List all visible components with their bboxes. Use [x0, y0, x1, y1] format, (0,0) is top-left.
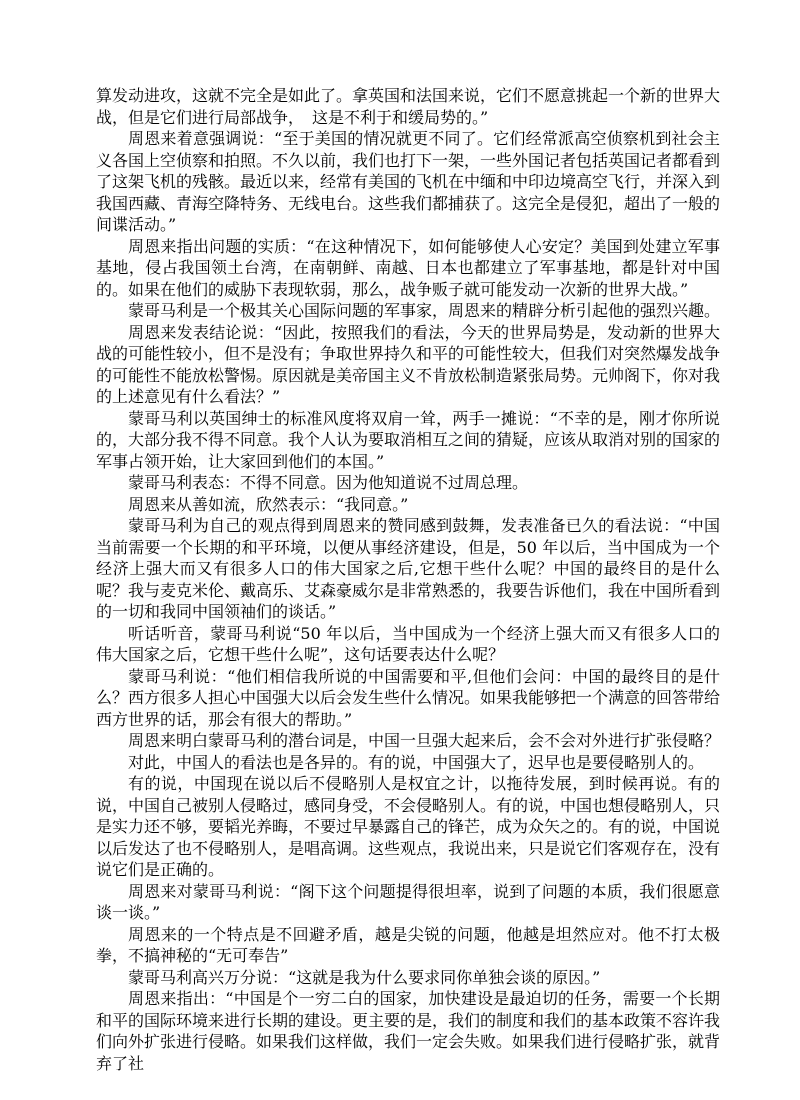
paragraph-7: 蒙哥马利表态：不得不同意。因为他知道说不过周总理。 [128, 473, 529, 492]
paragraph-1: 算发动进攻，这就不完全是如此了。拿英国和法国来说，它们不愿意挑起一个新的世界大战，但是它们进行局部战争， 这是不利于和缓局势的。” [96, 86, 721, 127]
paragraph-6: 蒙哥马利以英国绅士的标准风度将双肩一耸，两手一摊说：“不幸的是，刚才你所说的，大部分我不得不同意。我个人认为要取消相互之间的猜疑，应该从取消对别的国家的军事占领开始，让大家回到他们的本国。” [96, 408, 721, 471]
paragraph-3: 周恩来指出问题的实质：“在这种情况下，如何能够使人心安定？美国到处建立军事基地，侵占我国领土台湾，在南朝鲜、南越、日本也都建立了军事基地，都是针对中国的。如果在他们的威胁下表现软弱，那么，战争贩子就可能发动一次新的世界大战。” [96, 236, 720, 299]
paragraph-15: 周恩来对蒙哥马利说：“阁下这个问题提得很坦率，说到了问题的本质，我们很愿意谈一谈。” [96, 881, 720, 922]
paragraph-13: 对此，中国人的看法也是各异的。有的说，中国强大了，迟早也是要侵略别人的。 [128, 752, 705, 772]
paragraph-4: 蒙哥马利是一个极其关心国际问题的军事家，周恩来的精辟分析引起他的强烈兴趣。 [128, 301, 721, 320]
paragraph-9: 蒙哥马利为自己的观点得到周恩来的赞同感到鼓舞，发表准备已久的看法说：“中国当前需要一个长期的和平环境，以便从事经济建设，但是，50 年以后，当中国成为一个经济上强大而又有很多人口的伟大国家之后,它想干些什么呢？中国的最终目的是什么呢？我与麦克米伦、戴高乐、艾森豪威尔是非常熟悉的，我要告诉他们，我在中国所看到的一切和我同中国领袖们的谈话。” [96, 516, 721, 621]
paragraph-10: 听话听音，蒙哥马利说“50 年以后，当中国成为一个经济上强大而又有很多人口的伟大国家之后，它想干些什么呢”，这句话要表达什么呢？ [96, 623, 720, 664]
paragraph-17: 蒙哥马利高兴万分说：“这就是我为什么要求同你单独会谈的原因。” [128, 967, 601, 987]
paragraph-8: 周恩来从善如流，欣然表示：“我同意。” [128, 494, 409, 514]
paragraph-16: 周恩来的一个特点是不回避矛盾，越是尖锐的问题，他越是坦然应对。他不打太极拳，不搞神秘的“无可奉告” [96, 924, 720, 965]
paragraph-5: 周恩来发表结论说：“因此，按照我们的看法，今天的世界局势是，发动新的世界大战的可能性较小，但不是没有；争取世界持久和平的可能性较大，但我们对突然爆发战争的可能性不能放松警惕。原因就是美帝国主义不肯放松制造紧张局势。元帅阁下，你对我的上述意见有什么看法？” [96, 322, 721, 406]
paragraph-14: 有的说，中国现在说以后不侵略别人是权宜之计，以拖待发展，到时候再说。有的说，中国自己被别人侵略过，感同身受，不会侵略别人。有的说，中国也想侵略别人，只是实力还不够，要韬光养晦，不要过早暴露自己的锋芒，成为众矢之的。有的说，中国说以后发达了也不侵略别人，是唱高调。这些观点，我说出来，只是说它们客观存在，没有说它们是正确的。 [96, 774, 721, 879]
paragraph-11: 蒙哥马利说：“他们相信我所说的中国需要和平,但他们会问：中国的最终目的是什么？西方很多人担心中国强大以后会发生些什么情况。如果我能够把一个满意的回答带给西方世界的话，那会有很大的帮助。” [96, 666, 721, 729]
paragraph-12: 周恩来明白蒙哥马利的潜台词是，中国一旦强大起来后，会不会对外进行扩张侵略？ [128, 731, 721, 750]
document-text [96, 85, 720, 1074]
paragraph-2: 周恩来着意强调说：“至于美国的情况就更不同了。它们经常派高空侦察机到社会主义各国上空侦察和拍照。不久以前，我们也打下一架，一些外国记者包括英国记者都看到了这架飞机的残骸。最近以来，经常有美国的飞机在中缅和中印边境高空飞行，并深入到我国西藏、青海空降特务、无线电台。这些我们都捕获了。这完全是侵犯，超出了一般的间谍活动。” [96, 129, 721, 234]
paragraph-18: 周恩来指出：“中国是个一穷二白的国家，加快建设是最迫切的任务，需要一个长期和平的国际环境来进行长期的建设。更主要的是，我们的制度和我们的基本政策不容许我们向外扩张进行侵略。如果我们这样做，我们一定会失败。如果我们进行侵略扩张，就背弃了社 [96, 989, 721, 1073]
